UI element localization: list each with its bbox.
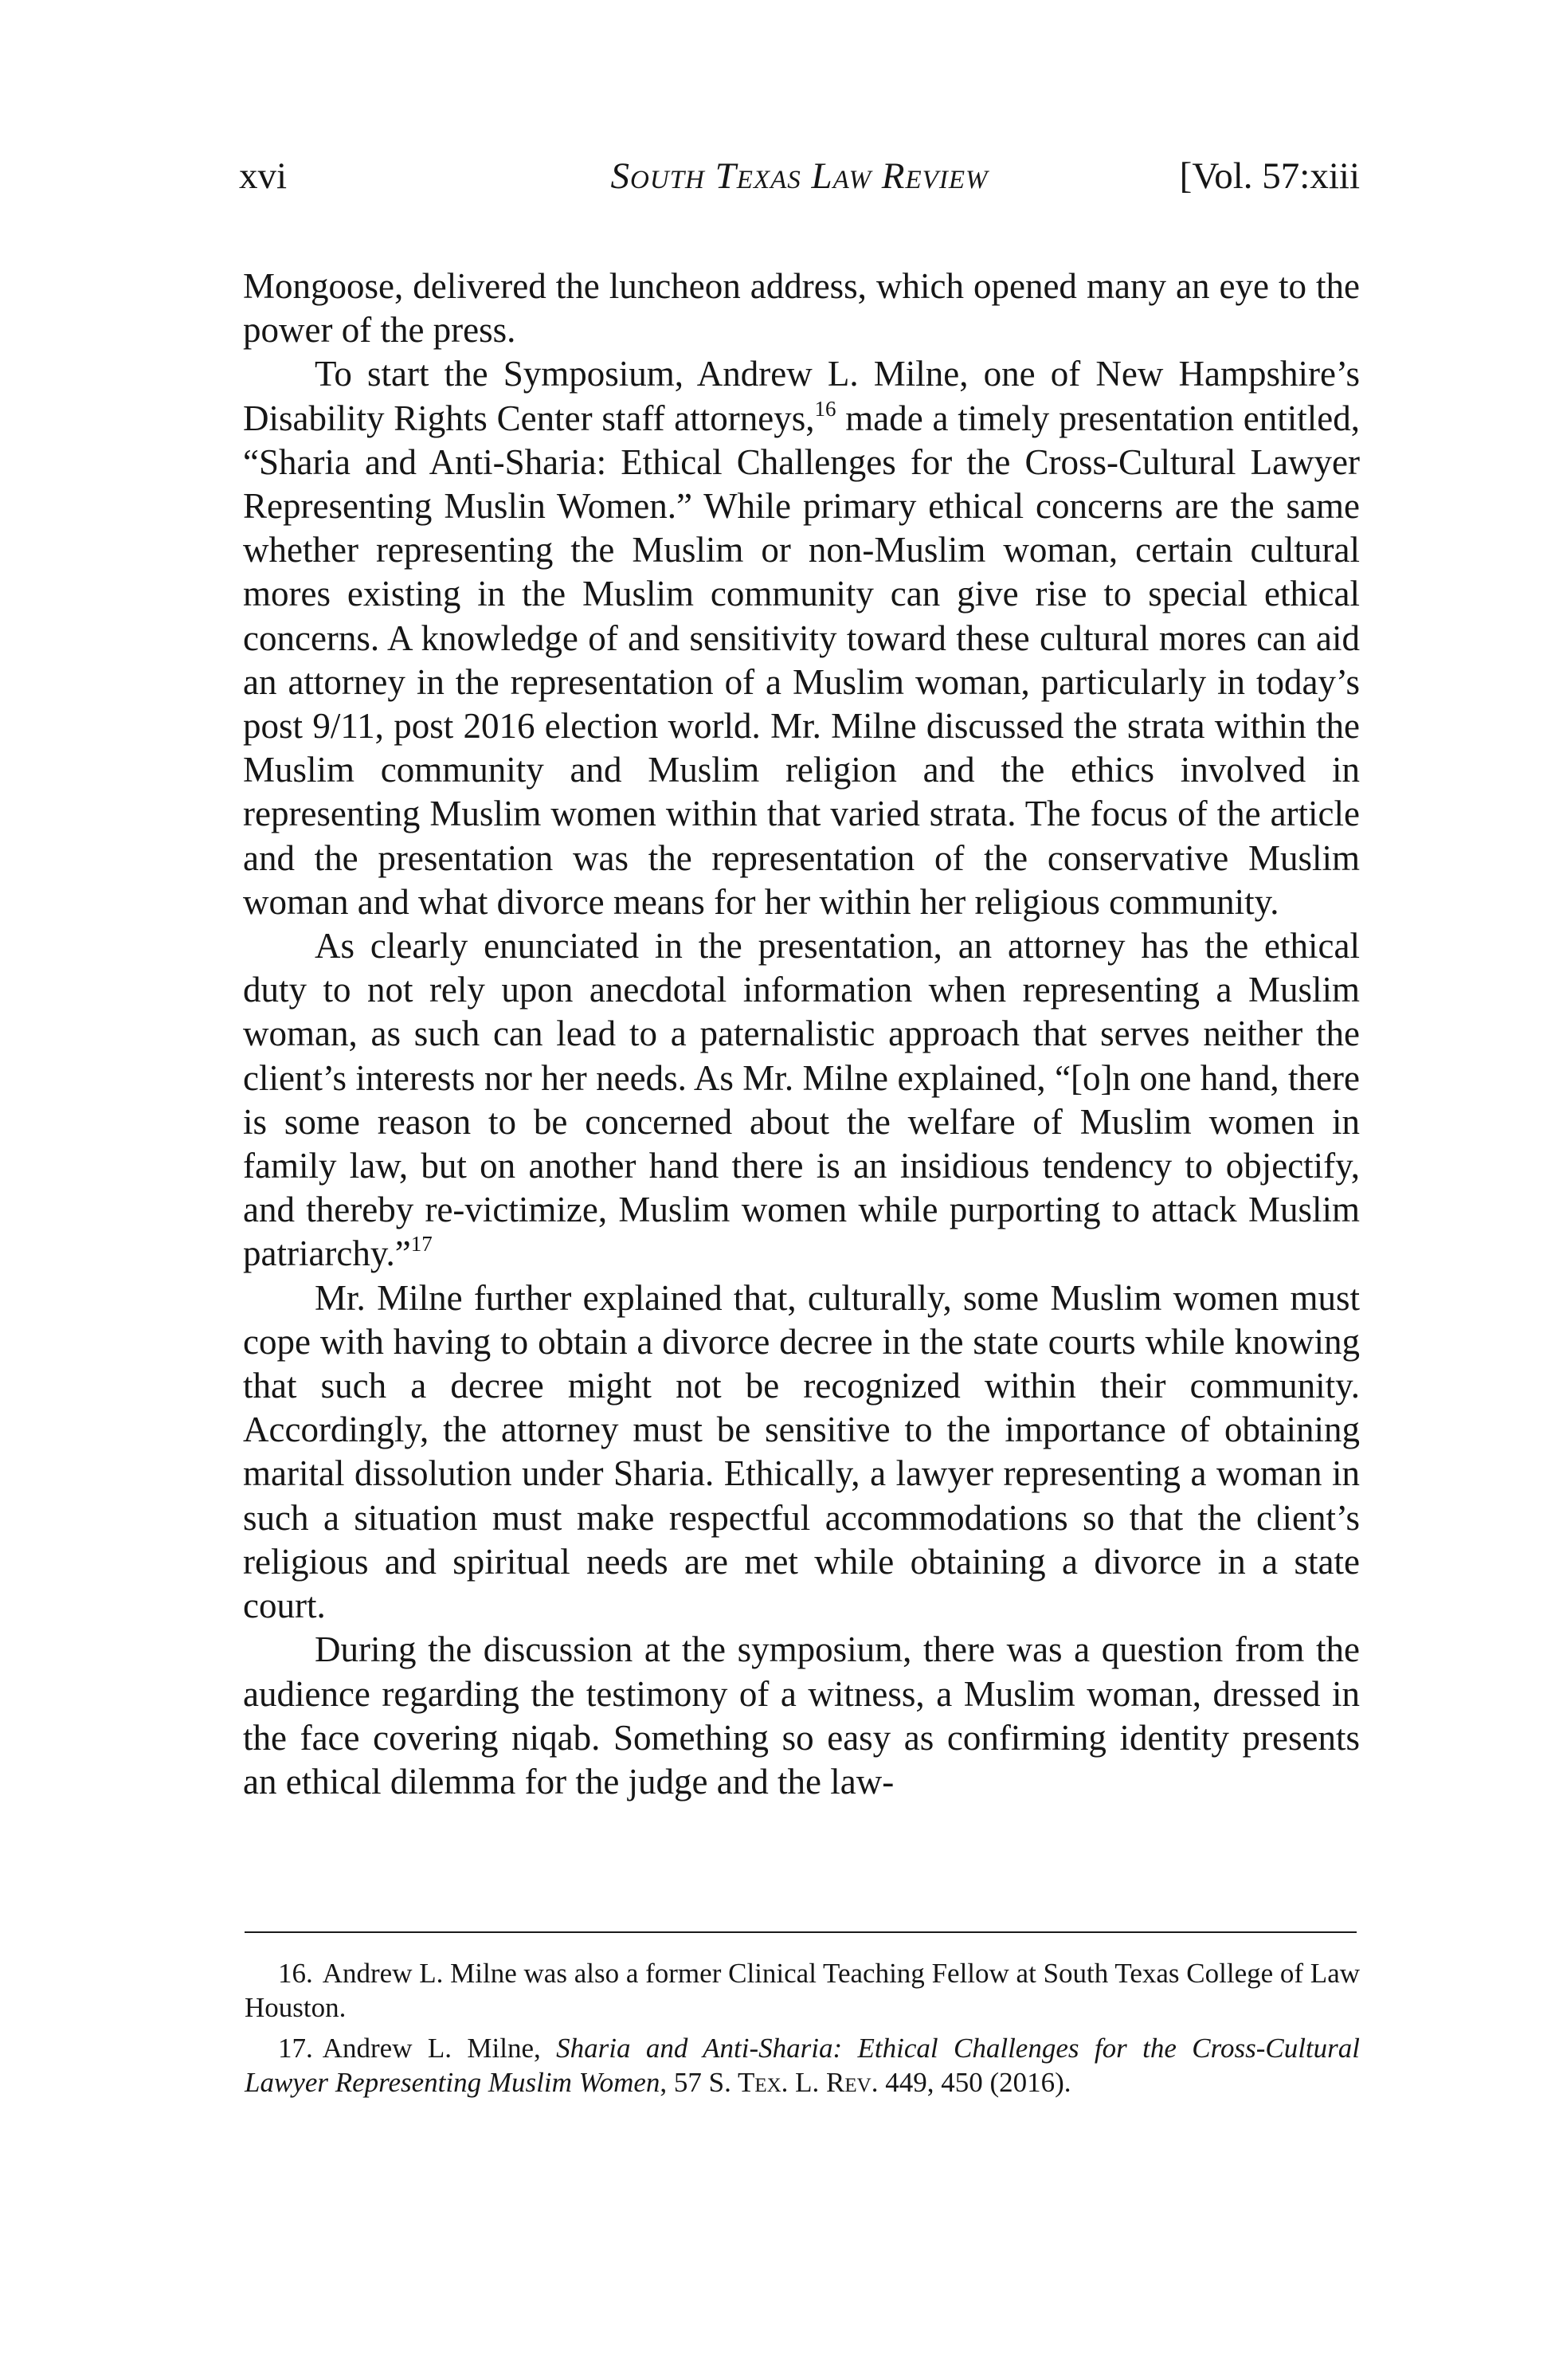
paragraph-5 bbox=[243, 1628, 1360, 1804]
footnote-divider bbox=[245, 1931, 1357, 1933]
footnote-16 bbox=[245, 1956, 1360, 2025]
paragraph-5-text: During the discussion at the symposium, there was a question from the audience regarding the testimony of a witness, a Muslim woman, dressed in the face covering niqab. Something so easy as confirming identity presents an ethical dilemma for the judge and the law- bbox=[243, 1629, 1360, 1802]
footnote-16-text: Andrew L. Milne was also a former Clinical Teaching Fellow at South Texas College of Law Houston. bbox=[245, 1958, 1360, 2023]
footnote-17 bbox=[245, 2031, 1360, 2100]
footnote-17-volume: , 57 bbox=[660, 2067, 709, 2098]
paragraph-1 bbox=[243, 265, 1360, 352]
footnote-17-title: Sharia and Anti-Sharia: Ethical Challenges for the Cross-Cultural Lawyer Representing Muslim Women bbox=[245, 2033, 1360, 2098]
footnote-ref-17: 17 bbox=[410, 1232, 433, 1257]
page-number: xvi bbox=[239, 155, 288, 197]
paragraph-4 bbox=[243, 1276, 1360, 1629]
footnote-17-journal: S. Tex. L. Rev. bbox=[708, 2067, 879, 2098]
paragraph-1-text: Mongoose, delivered the luncheon address, which opened many an eye to the power of the press. bbox=[243, 266, 1360, 351]
article-body bbox=[243, 265, 1360, 1804]
paragraph-3-text: As clearly enunciated in the presentation, an attorney has the ethical duty to not rely upon anecdotal information when representing a Muslim woman, as such can lead to a paternalistic approach that serves neither the client’s interests nor her needs. As Mr. Milne explained, “[o]n one hand, there is some reason to be concerned about the welfare of Muslim women in family law, but on another hand there is an insidious tendency to objectify, and thereby re-victimize, Muslim women while purporting to attack Muslim patriarchy.” bbox=[243, 926, 1360, 1274]
paragraph-4-text: Mr. Milne further explained that, culturally, some Muslim women must cope with having to obtain a divorce decree in the state courts while knowing that such a decree might not be recognized within their community. Accordingly, the attorney must be sensitive to the importance of obtaining marital dissolution under Sharia. Ethically, a lawyer representing a woman in such a situation must make respectful accommodations so that the client’s religious and spiritual needs are met while obtaining a divorce in a state court. bbox=[243, 1277, 1360, 1626]
footnote-16-number: 16. bbox=[278, 1958, 313, 1989]
paragraph-2 bbox=[243, 352, 1360, 924]
paragraph-2-text-a: To start the Symposium, Andrew L. Milne, one of New Hampshire’s Disability Rights Center staff attorneys, bbox=[243, 354, 1360, 438]
running-head bbox=[239, 148, 1360, 204]
footnote-17-number: 17. bbox=[278, 2033, 313, 2064]
footnote-17-author: Andrew L. Milne, bbox=[322, 2033, 557, 2064]
journal-title: South Texas Law Review bbox=[610, 155, 989, 197]
volume-reference: [Vol. 57:xiii bbox=[1179, 155, 1360, 197]
footnote-17-cite: 449, 450 (2016). bbox=[878, 2067, 1071, 2098]
footnotes bbox=[245, 1956, 1360, 2106]
paragraph-3 bbox=[243, 924, 1360, 1276]
footnote-ref-16: 16 bbox=[814, 396, 836, 421]
paragraph-2-text-b: made a timely presentation entitled, “Sharia and Anti-Sharia: Ethical Challenges for the Cross-Cultural Lawyer Representing Muslin Women.” While primary ethical concerns are the same whether representing the Muslim or non-Muslim woman, certain cultural mores existing in the Muslim community can give rise to special ethical concerns. A knowledge of and sensitivity toward these cultural mores can aid an attorney in the representation of a Muslim woman, particularly in today’s post 9/11, post 2016 election world. Mr. Milne discussed the strata within the Muslim community and Muslim religion and the ethics involved in representing Muslim women within that varied strata. The focus of the article and the presentation was the representation of the conservative Muslim woman and what divorce means for her within her religious community. bbox=[243, 398, 1360, 922]
